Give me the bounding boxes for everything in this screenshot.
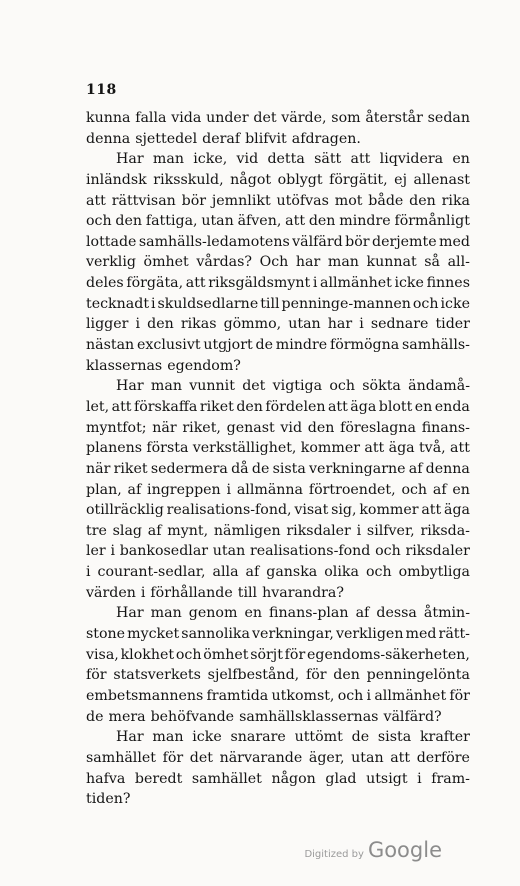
text-line (86, 273, 470, 294)
text-word: nästan (86, 337, 135, 354)
text-word: alla (212, 564, 239, 581)
text-word: krafter (419, 729, 470, 746)
text-word: sjelfbestånd, (207, 667, 300, 684)
text-word: liqvidera (379, 151, 444, 168)
text-word: planens (86, 440, 143, 457)
text-word: af (408, 460, 423, 477)
text-word: Har (116, 151, 144, 168)
text-word: för (449, 687, 470, 704)
text-word: både (368, 192, 404, 209)
watermark-prefix: Digitized by (304, 849, 364, 860)
text-word: välfärd (292, 233, 343, 250)
text-word: snarare (230, 729, 286, 746)
text-word: under (206, 110, 249, 126)
text-word: och (329, 378, 355, 395)
text-word: utkomst, (271, 687, 335, 704)
text-word: Har (116, 729, 144, 746)
text-line (86, 500, 470, 521)
text-word: jemnlikt (211, 192, 271, 209)
text-line (86, 727, 470, 748)
text-word: med (405, 626, 437, 643)
text-word: föreslagna (340, 419, 416, 436)
text-word: denna (86, 130, 131, 147)
text-word: nämligen (213, 522, 281, 539)
text-word: för (162, 749, 184, 766)
text-word: gömmo, (223, 316, 282, 333)
text-word: allmänhet (374, 687, 447, 704)
text-line (86, 480, 470, 501)
text-word: för (86, 667, 107, 684)
text-word: icke (192, 729, 222, 746)
text-line (86, 459, 470, 480)
text-word: rikas (180, 316, 217, 333)
text-word: tecknadt (86, 295, 150, 312)
text-word: bör (181, 192, 207, 209)
text-word: utsigt (366, 770, 408, 787)
text-word: äga (443, 502, 470, 519)
text-word: blifvit (245, 130, 287, 147)
text-line (86, 376, 470, 397)
text-word: utan (201, 213, 234, 230)
text-word: verkningar, (252, 626, 334, 643)
text-word: slag (112, 522, 143, 539)
text-word: någon (271, 770, 316, 787)
text-word: derjemte (371, 233, 437, 250)
text-word: i (366, 687, 372, 704)
text-word: Och (259, 254, 289, 271)
text-word: sedermera (150, 460, 228, 477)
text-word: i (110, 543, 115, 560)
text-word: tre (86, 522, 107, 539)
text-word: förmögna (329, 337, 400, 354)
text-line (86, 665, 470, 686)
text-line (86, 438, 470, 459)
text-word: finans-plan (269, 605, 349, 622)
text-line (86, 108, 470, 129)
text-word: riket, (182, 419, 221, 436)
text-word: uttömt (294, 729, 343, 746)
text-word: afdragen. (291, 130, 361, 147)
text-word: de (86, 708, 104, 725)
text-word: en (452, 481, 470, 498)
text-word: plan, (86, 481, 122, 498)
text-line (86, 314, 470, 335)
text-word: Har (116, 605, 144, 622)
text-word: vid (236, 151, 259, 168)
text-word: den (115, 213, 143, 230)
text-word: mindre (275, 337, 328, 354)
text-word: riksdaler (286, 522, 351, 539)
text-word: rättvisan (111, 192, 176, 209)
text-word: att (86, 192, 106, 209)
text-word: vunnit (189, 378, 235, 395)
text-word: verkställighet, (192, 440, 297, 457)
text-word: välfärd? (383, 708, 442, 725)
text-word: ändamå- (408, 378, 470, 395)
text-word: silfver, (366, 522, 415, 539)
text-word: till (260, 295, 280, 312)
text-word: i (359, 316, 364, 333)
text-word: otillräcklig (86, 502, 164, 519)
text-word: det (242, 378, 266, 395)
text-word: man (150, 605, 182, 622)
text-word: att (350, 151, 371, 168)
text-word: sista (377, 729, 412, 746)
text-word: för (284, 646, 306, 663)
text-word: mynt, (167, 522, 209, 539)
text-word: olika (324, 564, 359, 581)
text-word: hafva (86, 770, 126, 787)
text-word: ligger (86, 316, 129, 333)
text-word: förhållande (150, 584, 233, 601)
text-word: i (417, 770, 422, 787)
text-word: icke (394, 275, 424, 292)
digitized-by-google-watermark (304, 838, 442, 862)
text-word: och (337, 687, 364, 704)
text-word: kommer (359, 502, 419, 519)
text-word: fördelen (265, 398, 326, 415)
text-word: myntfot; (86, 419, 147, 436)
text-line (86, 170, 470, 191)
text-word: af (355, 605, 370, 622)
text-word: förskaffa (133, 398, 198, 415)
text-line (86, 769, 470, 790)
text-line (86, 645, 470, 666)
text-word: en (244, 605, 262, 622)
text-word: sednare (370, 316, 429, 333)
text-word: den (409, 192, 436, 209)
text-word: och (401, 481, 428, 498)
text-word: samhällsklassernas (239, 708, 379, 725)
text-word: en (414, 398, 433, 415)
text-word: värde, (281, 110, 327, 126)
text-word: i (86, 564, 91, 581)
text-word: sista (272, 460, 306, 477)
text-word: en (452, 151, 470, 168)
text-word: fram- (431, 770, 470, 787)
body-text (86, 108, 470, 810)
text-word: riksgäldsmynt (208, 275, 311, 292)
text-line (86, 562, 470, 583)
text-line (86, 397, 470, 418)
text-word: statsverkets (113, 667, 201, 684)
text-word: courant-sedlar, (97, 564, 206, 581)
text-word: hvarandra? (262, 584, 344, 601)
text-word: vida (171, 110, 202, 126)
text-word: egendoms-säkerheten, (306, 646, 470, 663)
text-line (86, 789, 470, 810)
text-word: visa, (86, 646, 119, 663)
text-word: framtida (206, 687, 269, 704)
text-line (86, 252, 470, 273)
text-word: har (295, 254, 321, 271)
text-word: Har (116, 378, 144, 395)
text-word: riksda- (420, 522, 470, 539)
text-word: det (253, 110, 277, 126)
text-word: något (230, 171, 272, 188)
text-word: mera (108, 708, 146, 725)
text-word: realisations-fond (249, 543, 371, 560)
text-word: de (255, 337, 273, 354)
text-word: i (140, 584, 146, 601)
text-word: beredt (134, 770, 183, 787)
text-word: förmånligt (394, 213, 470, 230)
text-word: kunnat (366, 254, 417, 271)
text-word: den (236, 398, 263, 415)
text-word: ömhet (203, 646, 249, 663)
text-word: vigtiga (272, 378, 323, 395)
text-word: derföre (416, 749, 470, 766)
text-word: det (189, 749, 213, 766)
text-word: samhälls- (402, 337, 470, 354)
text-line (86, 232, 470, 253)
text-word: närvarande (219, 749, 303, 766)
text-word: let, (86, 398, 110, 415)
text-word: klokhet (120, 646, 175, 663)
text-word: dessa (376, 605, 417, 622)
text-word: rätt- (438, 626, 470, 643)
text-word: i (312, 275, 318, 292)
text-word: af (245, 564, 260, 581)
text-line (86, 686, 470, 707)
text-line (86, 191, 470, 212)
text-word: återstår (365, 110, 423, 126)
text-word: som (331, 110, 361, 126)
text-word: sjettedel (135, 130, 198, 147)
text-word: och (375, 543, 401, 560)
text-word: och (412, 295, 439, 312)
text-word: icke, (193, 151, 228, 168)
text-word: sedan (427, 110, 470, 126)
text-word: värden (86, 584, 136, 601)
text-word: deraf (202, 130, 241, 147)
text-word: den (307, 419, 335, 436)
text-word: behöfvande (150, 708, 235, 725)
text-word: deles (86, 275, 124, 292)
text-word: genast (226, 419, 275, 436)
text-line (86, 624, 470, 645)
text-line (86, 294, 470, 315)
text-word: i (135, 316, 141, 333)
text-word: skuldsedlarne (157, 295, 259, 312)
text-word: åtmin- (423, 605, 470, 622)
text-word: samhället (86, 749, 156, 766)
text-word: sätt (314, 151, 342, 168)
text-word: att (185, 275, 206, 292)
text-word: i (356, 522, 362, 539)
text-word: och (86, 213, 112, 230)
text-word: tiden? (86, 791, 131, 808)
text-word: att (421, 502, 442, 519)
text-word: med (439, 233, 470, 250)
text-word: att (364, 440, 385, 457)
text-word: sannolika (181, 626, 250, 643)
text-word: äga (388, 440, 415, 457)
text-word: kunna (86, 110, 131, 126)
text-word: embetsmannens (86, 687, 204, 704)
text-word: blott (378, 398, 413, 415)
text-word: att (450, 440, 470, 457)
text-line (86, 335, 470, 356)
text-word: realisations-fond, (166, 502, 292, 519)
text-word: ej (394, 171, 407, 188)
text-line (86, 129, 470, 150)
text-word: till (237, 584, 258, 601)
text-word: allmänna (236, 481, 304, 498)
text-word: verkligen (335, 626, 404, 643)
text-word: ombytliga (398, 564, 470, 581)
watermark-brand: Google (367, 838, 442, 862)
text-word: riksskuld, (153, 171, 224, 188)
text-word: oblygt (277, 171, 323, 188)
text-word: den (308, 213, 336, 230)
text-word: utöfvas (276, 192, 329, 209)
text-word: genom (188, 605, 238, 622)
text-word: och (175, 646, 202, 663)
text-word: första (146, 440, 189, 457)
text-word: ler (86, 543, 106, 560)
text-word: när (86, 460, 111, 477)
text-word: äger, (308, 749, 345, 766)
text-word: då (231, 460, 249, 477)
text-word: att (285, 213, 306, 230)
text-word: vid (280, 419, 303, 436)
text-line (86, 603, 470, 624)
text-word: i (151, 295, 156, 312)
text-word: utan (288, 316, 321, 333)
text-word: har (327, 316, 353, 333)
text-line (86, 748, 470, 769)
text-word: inländsk (86, 171, 147, 188)
text-word: verklig (86, 254, 136, 271)
text-line (86, 707, 470, 728)
text-word: lottade (86, 233, 137, 250)
text-word: kommer (300, 440, 361, 457)
text-word: icke (440, 295, 470, 312)
text-word: man (152, 729, 184, 746)
text-word: utan (351, 749, 384, 766)
text-word: all- (447, 254, 470, 271)
text-word: bör (345, 233, 370, 250)
text-word: man (152, 151, 184, 168)
text-word: af (127, 481, 142, 498)
text-word: mycket (127, 626, 180, 643)
text-word: och (365, 564, 392, 581)
text-word: klassernas (86, 357, 163, 374)
text-line (86, 583, 470, 604)
text-word: samhälls-ledamotens (138, 233, 290, 250)
text-word: penningelönta (366, 667, 470, 684)
text-word: förtroendet, (308, 481, 396, 498)
text-word: utan (212, 543, 246, 560)
text-word: enda (434, 398, 470, 415)
text-word: förgätit, (329, 171, 388, 188)
text-word: när (152, 419, 177, 436)
text-word: sökta (362, 378, 401, 395)
text-word: de (251, 460, 270, 477)
text-word: så (424, 254, 441, 271)
text-word: rika (441, 192, 470, 209)
text-word: mot (334, 192, 363, 209)
text-word: två, (418, 440, 446, 457)
text-word: falla (135, 110, 167, 126)
text-word: af (432, 481, 447, 498)
text-word: detta (267, 151, 305, 168)
text-line (86, 521, 470, 542)
text-word: exclusivt (136, 337, 201, 354)
text-word: penninge-mannen (281, 295, 411, 312)
text-word: riket (113, 460, 148, 477)
text-word: verkningarne (309, 460, 406, 477)
text-word: ingreppen (147, 481, 221, 498)
text-word: äfven, (237, 213, 282, 230)
text-word: vårdas? (196, 254, 253, 271)
text-word: den (147, 316, 174, 333)
text-word: förgäta, (126, 275, 184, 292)
page-number: 118 (86, 82, 117, 98)
text-word: bankosedlar (119, 543, 209, 560)
text-word: finans- (421, 419, 470, 436)
text-word: allmänhet (320, 275, 392, 292)
text-word: utgjort (203, 337, 253, 354)
text-word: sörjt (250, 646, 283, 663)
text-word: man (327, 254, 359, 271)
text-word: samhället (191, 770, 262, 787)
text-line (86, 211, 470, 232)
text-word: att (390, 749, 411, 766)
text-word: fattiga, (145, 213, 198, 230)
text-line (86, 541, 470, 562)
text-word: tider (435, 316, 470, 333)
text-word: riksdaler (405, 543, 470, 560)
text-line (86, 418, 470, 439)
text-line (86, 356, 470, 377)
text-word: allenast (413, 171, 470, 188)
text-word: de (351, 729, 370, 746)
text-word: glad (325, 770, 357, 787)
text-word: stone (86, 626, 126, 643)
text-word: egendom? (167, 357, 241, 374)
text-word: att (111, 398, 132, 415)
text-word: riket (199, 398, 234, 415)
text-word: i (226, 481, 232, 498)
text-word: visat (294, 502, 329, 519)
text-word: af (147, 522, 162, 539)
text-word: för (305, 667, 327, 684)
text-word: denna (425, 460, 470, 477)
text-word: man (150, 378, 182, 395)
text-word: den (333, 667, 360, 684)
text-word: ömhet (143, 254, 189, 271)
text-word: att (327, 398, 348, 415)
text-word: äga (350, 398, 377, 415)
text-word: sig, (331, 502, 357, 519)
text-word: mindre (339, 213, 391, 230)
text-word: finnes (426, 275, 470, 292)
text-line (86, 149, 470, 170)
text-word: ganska (266, 564, 318, 581)
